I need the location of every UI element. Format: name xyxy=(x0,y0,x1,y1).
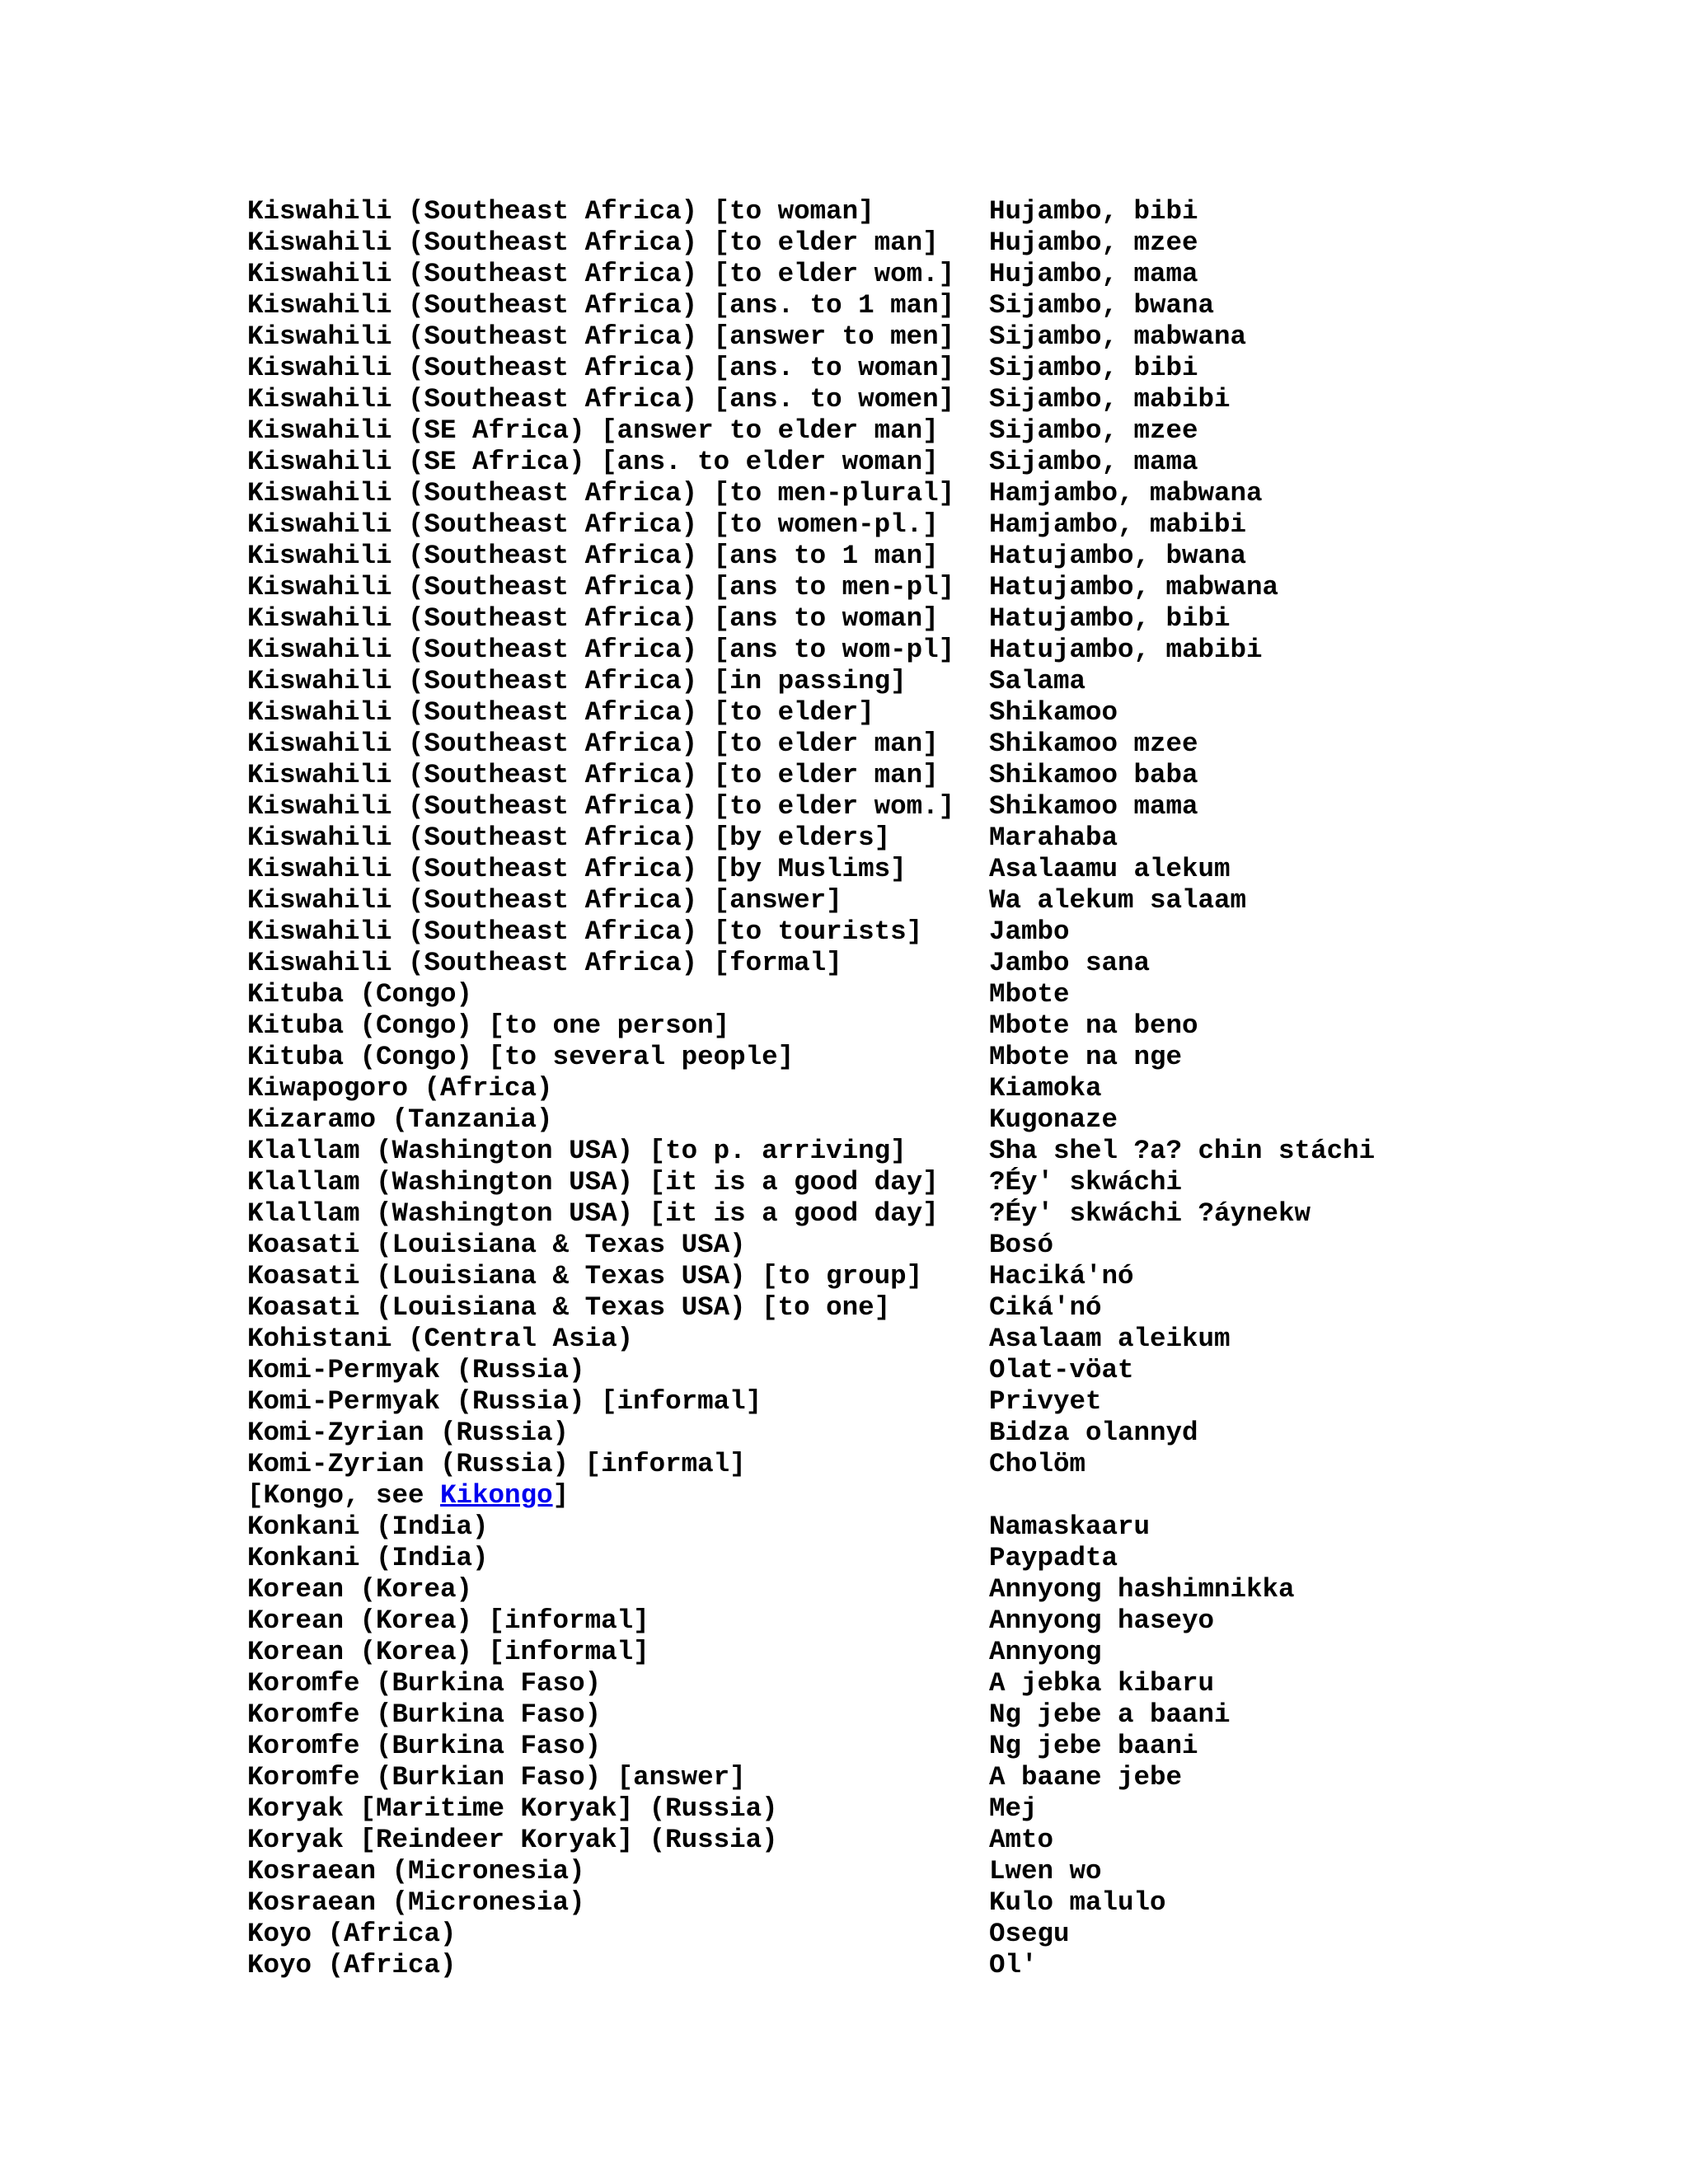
greeting-text: Shikamoo xyxy=(989,697,1118,728)
language-label: Koyo (Africa) xyxy=(247,1919,457,1949)
greeting-text: Cholöm xyxy=(989,1449,1086,1479)
list-item xyxy=(247,1731,1566,1762)
list-item xyxy=(247,1449,1566,1480)
language-label: Koasati (Louisiana & Texas USA) [to group] xyxy=(247,1261,923,1291)
greeting-text: Ng jebe baani xyxy=(989,1731,1198,1761)
greeting-text: Hatujambo, bibi xyxy=(989,603,1231,634)
greeting-text: Amto xyxy=(989,1825,1054,1855)
list-item xyxy=(247,196,1566,227)
language-label: Koyo (Africa) xyxy=(247,1950,457,1980)
list-item xyxy=(247,1104,1566,1136)
list-item xyxy=(247,1574,1566,1605)
language-label: Kiswahili (Southeast Africa) [to elder wom.] xyxy=(247,791,955,822)
language-label: Komi-Zyrian (Russia) [informal] xyxy=(247,1449,746,1479)
greeting-text: Sha shel ?a? chin stáchi xyxy=(989,1136,1376,1166)
greeting-text: ?Éy' skwáchi ?áynekw xyxy=(989,1198,1311,1229)
greeting-text: Lwen wo xyxy=(989,1856,1102,1886)
greeting-text: Sijambo, mzee xyxy=(989,415,1198,446)
language-label: Kituba (Congo) xyxy=(247,979,473,1010)
language-label: Korean (Korea) [informal] xyxy=(247,1605,649,1636)
language-label: Kohistani (Central Asia) xyxy=(247,1324,634,1354)
greeting-text: Kiamoka xyxy=(989,1073,1102,1104)
language-label: Koromfe (Burkina Faso) xyxy=(247,1668,602,1699)
greeting-text: Shikamoo mzee xyxy=(989,729,1198,759)
greeting-text: Mbote na beno xyxy=(989,1010,1198,1041)
language-label: Kiswahili (Southeast Africa) [ans to wom-pl] xyxy=(247,635,955,665)
greeting-text: Sijambo, mabwana xyxy=(989,321,1247,352)
language-label: Kiswahili (Southeast Africa) [answer to men] xyxy=(247,321,955,352)
greeting-text: Kugonaze xyxy=(989,1104,1118,1135)
list-item xyxy=(247,1073,1566,1104)
language-label: Komi-Zyrian (Russia) xyxy=(247,1418,570,1448)
greeting-text: Ng jebe a baani xyxy=(989,1699,1231,1730)
language-label: Kiswahili (Southeast Africa) [formal] xyxy=(247,948,842,978)
language-label: Kiswahili (Southeast Africa) [by elders] xyxy=(247,823,891,853)
greeting-text: Sijambo, bwana xyxy=(989,290,1215,321)
language-label: Kiswahili (Southeast Africa) [to elder man] xyxy=(247,227,939,258)
greeting-text: Marahaba xyxy=(989,823,1118,853)
language-label: Koromfe (Burkina Faso) xyxy=(247,1699,602,1730)
greeting-text: Shikamoo baba xyxy=(989,760,1198,790)
list-item xyxy=(247,948,1566,979)
list-item xyxy=(247,854,1566,885)
list-item xyxy=(247,1637,1566,1668)
greeting-text: Asalaam aleikum xyxy=(989,1324,1231,1354)
language-label: Kosraean (Micronesia) xyxy=(247,1856,585,1886)
language-label: Kiswahili (Southeast Africa) [ans. to women] xyxy=(247,384,955,415)
list-item xyxy=(247,1668,1566,1699)
greeting-text: Mej xyxy=(989,1793,1038,1824)
cross-reference-suffix: ] xyxy=(552,1480,570,1511)
list-item xyxy=(247,290,1566,321)
language-label: Klallam (Washington USA) [it is a good day] xyxy=(247,1167,939,1197)
list-item xyxy=(247,1825,1566,1856)
language-label: Kiswahili (Southeast Africa) [to woman] xyxy=(247,196,874,227)
cross-reference xyxy=(247,1480,569,1511)
greeting-list xyxy=(247,196,1566,1981)
list-item xyxy=(247,1010,1566,1042)
list-item xyxy=(247,1136,1566,1167)
list-item xyxy=(247,791,1566,823)
greeting-text: Ciká'nó xyxy=(989,1292,1102,1323)
language-label: Kiswahili (Southeast Africa) [in passing] xyxy=(247,666,907,696)
greeting-text: Hamjambo, mabibi xyxy=(989,509,1247,540)
language-label: Koryak [Maritime Koryak] (Russia) xyxy=(247,1793,778,1824)
greeting-text: Mbote na nge xyxy=(989,1042,1183,1072)
language-label: Kosraean (Micronesia) xyxy=(247,1887,585,1918)
greeting-text: A jebka kibaru xyxy=(989,1668,1215,1699)
greeting-text: Osegu xyxy=(989,1919,1070,1949)
greeting-text: Annyong hashimnikka xyxy=(989,1574,1295,1605)
greeting-text: A baane jebe xyxy=(989,1762,1183,1793)
list-item xyxy=(247,1167,1566,1198)
greeting-text: Mbote xyxy=(989,979,1070,1010)
language-label: Kiswahili (Southeast Africa) [to elder wom.] xyxy=(247,259,955,289)
list-item xyxy=(247,1887,1566,1919)
list-item xyxy=(247,979,1566,1010)
greeting-text: Shikamoo mama xyxy=(989,791,1198,822)
language-label: Kiswahili (Southeast Africa) [to men-plural] xyxy=(247,478,955,509)
language-label: Kiswahili (Southeast Africa) [to elder man] xyxy=(247,729,939,759)
language-label: Koasati (Louisiana & Texas USA) [to one] xyxy=(247,1292,891,1323)
language-label: Korean (Korea) [informal] xyxy=(247,1637,649,1667)
list-item xyxy=(247,1543,1566,1574)
language-label: Kiswahili (Southeast Africa) [answer] xyxy=(247,885,842,916)
greeting-text: Annyong xyxy=(989,1637,1102,1667)
language-label: Kiswahili (Southeast Africa) [ans to woman] xyxy=(247,603,939,634)
language-label: Kiswahili (Southeast Africa) [to women-pl.] xyxy=(247,509,939,540)
kikongo-link[interactable]: Kikongo xyxy=(440,1480,553,1511)
greeting-text: Sijambo, mabibi xyxy=(989,384,1231,415)
greeting-text: Jambo xyxy=(989,916,1070,947)
language-label: Komi-Permyak (Russia) xyxy=(247,1355,585,1385)
list-item xyxy=(247,760,1566,791)
greeting-text: Olat-vöat xyxy=(989,1355,1134,1385)
list-item xyxy=(247,666,1566,697)
list-item xyxy=(247,415,1566,447)
greeting-text: Bosó xyxy=(989,1230,1054,1260)
list-item xyxy=(247,447,1566,478)
list-item xyxy=(247,321,1566,353)
greeting-text: Kulo malulo xyxy=(989,1887,1166,1918)
list-item xyxy=(247,1699,1566,1731)
cross-reference-row xyxy=(247,1480,1566,1511)
greeting-text: Sijambo, mama xyxy=(989,447,1198,477)
language-label: Kiswahili (Southeast Africa) [ans. to 1 man] xyxy=(247,290,955,321)
greeting-text: Annyong haseyo xyxy=(989,1605,1215,1636)
language-label: Kituba (Congo) [to one person] xyxy=(247,1010,730,1041)
list-item xyxy=(247,227,1566,259)
list-item xyxy=(247,1230,1566,1261)
cross-reference-prefix: [Kongo, see xyxy=(247,1480,441,1511)
language-label: Kiswahili (Southeast Africa) [to elder] xyxy=(247,697,874,728)
greeting-text: Asalaamu alekum xyxy=(989,854,1231,884)
greeting-text: Hujambo, bibi xyxy=(989,196,1198,227)
list-item xyxy=(247,603,1566,635)
language-label: Korean (Korea) xyxy=(247,1574,473,1605)
language-label: Klallam (Washington USA) [it is a good day] xyxy=(247,1198,939,1229)
list-item xyxy=(247,259,1566,290)
greeting-text: Privyet xyxy=(989,1386,1102,1417)
language-label: Kiswahili (SE Africa) [answer to elder man] xyxy=(247,415,939,446)
list-item xyxy=(247,1386,1566,1418)
language-label: Kiswahili (Southeast Africa) [ans. to woman] xyxy=(247,353,955,383)
list-item xyxy=(247,1198,1566,1230)
list-item xyxy=(247,1418,1566,1449)
list-item xyxy=(247,1261,1566,1292)
list-item xyxy=(247,823,1566,854)
list-item xyxy=(247,916,1566,948)
language-label: Kiswahili (Southeast Africa) [by Muslims] xyxy=(247,854,907,884)
list-item xyxy=(247,353,1566,384)
language-label: Kiswahili (Southeast Africa) [ans to 1 man] xyxy=(247,541,939,571)
language-label: Koasati (Louisiana & Texas USA) xyxy=(247,1230,746,1260)
greeting-text: Hatujambo, mabibi xyxy=(989,635,1263,665)
list-item xyxy=(247,478,1566,509)
language-label: Komi-Permyak (Russia) [informal] xyxy=(247,1386,762,1417)
greeting-text: Hamjambo, mabwana xyxy=(989,478,1263,509)
language-label: Konkani (India) xyxy=(247,1511,489,1542)
language-label: Koromfe (Burkina Faso) xyxy=(247,1731,602,1761)
list-item xyxy=(247,509,1566,541)
list-item xyxy=(247,1511,1566,1543)
language-label: Kituba (Congo) [to several people] xyxy=(247,1042,795,1072)
language-label: Kiswahili (Southeast Africa) [ans to men-pl] xyxy=(247,572,955,602)
list-item xyxy=(247,697,1566,729)
greeting-text: Hujambo, mzee xyxy=(989,227,1198,258)
list-item xyxy=(247,1324,1566,1355)
list-item xyxy=(247,1042,1566,1073)
list-item xyxy=(247,1605,1566,1637)
greeting-text: Sijambo, bibi xyxy=(989,353,1198,383)
greeting-text: Wa alekum salaam xyxy=(989,885,1247,916)
language-label: Koromfe (Burkian Faso) [answer] xyxy=(247,1762,746,1793)
list-item xyxy=(247,384,1566,415)
language-label: Kizaramo (Tanzania) xyxy=(247,1104,553,1135)
language-label: Kiswahili (Southeast Africa) [to tourists] xyxy=(247,916,923,947)
list-item xyxy=(247,1856,1566,1887)
list-item xyxy=(247,1950,1566,1981)
list-item xyxy=(247,1793,1566,1825)
greeting-text: Hatujambo, bwana xyxy=(989,541,1247,571)
language-label: Kiswahili (Southeast Africa) [to elder man] xyxy=(247,760,939,790)
greeting-text: Salama xyxy=(989,666,1086,696)
language-label: Koryak [Reindeer Koryak] (Russia) xyxy=(247,1825,778,1855)
list-item xyxy=(247,1762,1566,1793)
greeting-text: Paypadta xyxy=(989,1543,1118,1573)
greeting-text: Hatujambo, mabwana xyxy=(989,572,1279,602)
list-item xyxy=(247,1919,1566,1950)
list-item xyxy=(247,541,1566,572)
greeting-text: Ol' xyxy=(989,1950,1038,1980)
list-item xyxy=(247,1292,1566,1324)
language-label: Kiwapogoro (Africa) xyxy=(247,1073,553,1104)
list-item xyxy=(247,1355,1566,1386)
language-label: Konkani (India) xyxy=(247,1543,489,1573)
greeting-text: Haciká'nó xyxy=(989,1261,1134,1291)
greeting-text: Jambo sana xyxy=(989,948,1151,978)
list-item xyxy=(247,885,1566,916)
list-item xyxy=(247,729,1566,760)
language-label: Kiswahili (SE Africa) [ans. to elder woman] xyxy=(247,447,939,477)
list-item xyxy=(247,572,1566,603)
greeting-text: Bidza olannyd xyxy=(989,1418,1198,1448)
list-item xyxy=(247,635,1566,666)
greeting-text: Namaskaaru xyxy=(989,1511,1151,1542)
language-label: Klallam (Washington USA) [to p. arriving] xyxy=(247,1136,907,1166)
greeting-text: ?Éy' skwáchi xyxy=(989,1167,1183,1197)
greeting-text: Hujambo, mama xyxy=(989,259,1198,289)
